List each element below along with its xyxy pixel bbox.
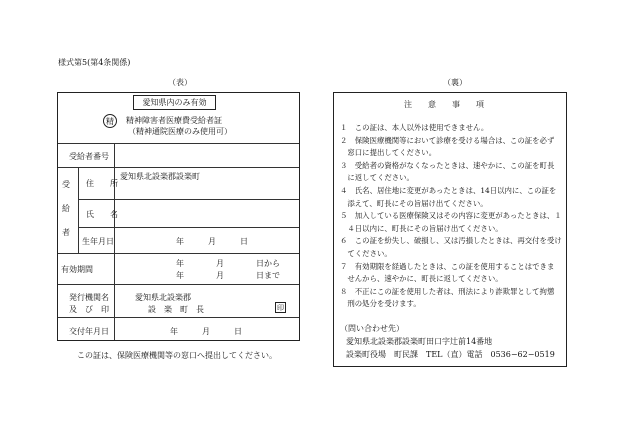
grid-line (58, 253, 299, 254)
front-card (57, 92, 300, 341)
issue-date-value: 年 月 日 (170, 327, 242, 336)
recipient-number-label: 受給者番号 (69, 152, 109, 161)
note-line: １ この証は、本人以外は使用できません。 (340, 123, 489, 132)
official-stamp-mark: 印 (277, 304, 284, 312)
notes-heading: 注 意 事 項 (404, 100, 484, 109)
note-line: 刑の処分を受けます。 (340, 299, 421, 309)
recipient-group-label-3: 者 (62, 228, 70, 237)
grid-line (58, 143, 299, 144)
recipient-group-label-1: 受 (62, 180, 70, 189)
validity-from: 年 月 日から (176, 259, 280, 268)
dob-value: 年 月 日 (176, 237, 248, 246)
mental-seal-mark: 精 (103, 114, 117, 128)
name-label: 氏 名 (86, 210, 118, 219)
address-label: 住 所 (86, 179, 118, 188)
address-value: 愛知県北設楽郡設楽町 (120, 172, 200, 181)
grid-line (78, 199, 299, 200)
note-line: 窓口に提出してください。 (340, 148, 437, 158)
note-line: ４日以内に、町長にその旨届け出てください。 (340, 223, 503, 233)
grid-line (78, 227, 299, 228)
dob-label: 生年月日 (82, 237, 114, 246)
issue-date-label: 交付年月日 (69, 327, 109, 336)
grid-line (114, 143, 115, 340)
issuer-label-2: 及 び 印 (69, 305, 109, 314)
grid-line (78, 167, 79, 253)
note-line: ６ この証を紛失し、破損し、又は汚損したときは、再交付を受け (340, 236, 562, 246)
note-line: ７ 有効期限を経過したときは、この証を使用することはできま (340, 261, 555, 271)
note-line: ３ 受給者の資格がなくなったときは、速やかに、この証を町長 (340, 160, 555, 170)
note-line: ５ 加入している医療保険又はその内容に変更があったときは、１ (340, 211, 562, 221)
recipient-group-label-2: 給 (62, 204, 70, 213)
note-line: ２ 保険医療機関等において診療を受ける場合は、この証を必ず (340, 135, 555, 145)
contact-address: 愛知県北設楽郡設楽町田口字辻前14番地 (346, 337, 493, 346)
note-line: ４ 氏名、居住地に変更があったときは、14日以内に、この証を (340, 186, 557, 195)
grid-line (58, 317, 299, 318)
note-line: てください。 (340, 249, 392, 258)
valid-area-badge: 愛知県内のみ有効 (133, 95, 216, 110)
note-line: せんから、速やかに、町長に返してください。 (340, 274, 503, 284)
contact-phone: 設楽町役場 町民課 TEL（直）電話 0536−62−0519 (346, 350, 555, 359)
back-side-label: （裏） (443, 78, 467, 87)
grid-line (58, 167, 299, 168)
front-footer-note: この証は、保険医療機関等の窓口へ提出してください。 (77, 351, 277, 360)
validity-label: 有効期間 (61, 265, 93, 274)
back-card (333, 92, 567, 367)
certificate-title: 精神障害者医療費受給者証 (126, 116, 222, 125)
issuer-label-1: 発行機関名 (69, 293, 109, 302)
validity-to: 年 月 日まで (176, 271, 280, 280)
contact-heading: （問い合わせ先） (340, 324, 404, 333)
front-side-label: （表） (168, 78, 192, 87)
issuer-value-2: 設 楽 町 長 (148, 305, 204, 314)
note-line: ８ 不正にこの証を使用した者は、刑法により詐欺罪として拘懲 (340, 286, 555, 296)
note-line: 添えて、町長にその旨届け出てください。 (340, 198, 488, 208)
certificate-subtitle: （精神通院医療のみ使用可） (128, 127, 232, 136)
grid-line (58, 284, 299, 285)
issuer-value-1: 愛知県北設楽郡 (135, 293, 191, 302)
note-line: に返してください。 (340, 173, 414, 183)
form-id: 様式第5(第4条関係) (58, 58, 131, 67)
